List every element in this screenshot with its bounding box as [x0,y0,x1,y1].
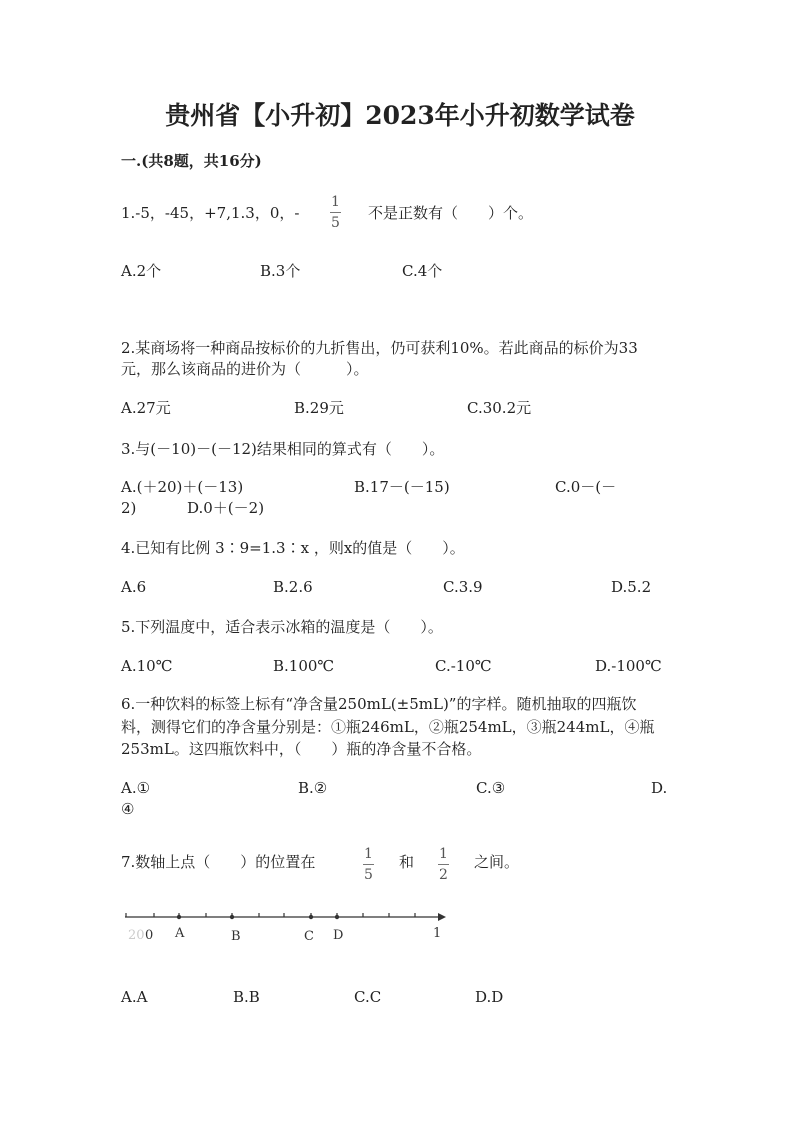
question-7-conjunction: 和 [399,853,415,871]
question-7-prefix: 7.数轴上点（ ）的位置在 [121,853,316,871]
fraction-numerator: 1 [331,194,340,210]
section-heading: 一.(共8题，共16分) [121,152,262,170]
question-3-option-c-continued: 2) [121,499,137,517]
question-5-text: 5.下列温度中，适合表示冰箱的温度是（ ）。 [121,618,443,636]
question-1-fraction [330,194,341,231]
point-b-marker [230,915,234,919]
fraction-numerator: 1 [364,846,373,862]
question-3-option-c[interactable]: C.0－(－ [555,478,617,496]
question-2-line-2: 元，那么该商品的进价为（ ）。 [121,360,369,378]
axis-label-d: D [333,928,344,943]
fraction-numerator: 1 [439,846,448,862]
question-1-option-b[interactable]: B.3个 [260,262,301,280]
question-6-line-2: 料，测得它们的净含量分别是：①瓶246mL，②瓶254mL，③瓶244mL，④瓶 [121,718,655,736]
fraction-denominator: 5 [364,867,373,883]
question-7-option-b[interactable]: B.B [233,988,260,1006]
question-7-fraction-2 [438,846,449,883]
question-3-text: 3.与(－10)－(－12)结果相同的算式有（ ）。 [121,440,445,458]
question-1-option-a[interactable]: A.2个 [121,262,162,280]
question-6-option-d-continued: ④ [121,800,135,818]
axis-label-c: C [304,929,314,944]
point-c-marker [309,915,313,919]
question-6-line-3: 253mL。这四瓶饮料中，（ ）瓶的净含量不合格。 [121,740,482,758]
question-1-suffix: 不是正数有（ ）个。 [368,204,534,222]
question-6-option-b[interactable]: B.② [298,779,328,797]
question-1-prefix: 1.-5，-45，+7,1.3，0，- [121,204,300,222]
point-d-marker [335,915,339,919]
question-2-option-c[interactable]: C.30.2元 [467,399,532,417]
fraction-bar [438,864,449,865]
question-4-option-c[interactable]: C.3.9 [443,578,483,596]
question-7-option-d[interactable]: D.D [475,988,504,1006]
page-title: 贵州省【小升初】2023年小升初数学试卷 [165,101,635,130]
fraction-denominator: 5 [331,215,340,231]
question-6-option-c[interactable]: C.③ [476,779,506,797]
question-2-option-a[interactable]: A.27元 [121,399,171,417]
question-2-line-1: 2.某商场将一种商品按标价的九折售出，仍可获利10%。若此商品的标价为33 [121,339,638,357]
question-5-option-a[interactable]: A.10℃ [121,657,173,675]
question-4-option-d[interactable]: D.5.2 [611,578,652,596]
axis-label-one: 1 [433,926,442,941]
number-line [120,905,450,945]
question-4-text: 4.已知有比例 3∶9=1.3∶x ，则x的值是（ ）。 [121,539,465,557]
question-3-option-a[interactable]: A.(＋20)＋(－13) [121,478,244,496]
axis-label-b: B [231,929,241,944]
question-5-option-b[interactable]: B.100℃ [273,657,335,675]
question-5-option-c[interactable]: C.-10℃ [435,657,492,675]
point-a-marker [177,915,181,919]
question-3-option-d[interactable]: D.0＋(－2) [187,499,265,517]
question-7-suffix: 之间。 [474,853,520,871]
fraction-bar [330,212,341,213]
axis-faint-label: 20 [128,928,145,943]
number-line-arrow-icon [438,913,446,921]
question-5-option-d[interactable]: D.-100℃ [595,657,662,675]
question-4-option-a[interactable]: A.6 [121,578,147,596]
question-7-option-c[interactable]: C.C [354,988,382,1006]
axis-label-a: A [175,926,185,941]
axis-label-zero: 0 [145,928,154,943]
question-6-option-a[interactable]: A.① [121,779,151,797]
question-3-option-b[interactable]: B.17－(－15) [354,478,450,496]
fraction-bar [363,864,374,865]
question-1-option-c[interactable]: C.4个 [402,262,443,280]
question-6-line-1: 6.一种饮料的标签上标有“净含量250mL(±5mL)”的字样。随机抽取的四瓶饮 [121,695,637,713]
question-2-option-b[interactable]: B.29元 [294,399,344,417]
question-7-option-a[interactable]: A.A [121,988,148,1006]
question-4-option-b[interactable]: B.2.6 [273,578,313,596]
fraction-denominator: 2 [439,867,448,883]
question-6-option-d[interactable]: D. [651,779,668,797]
question-7-fraction-1 [363,846,374,883]
